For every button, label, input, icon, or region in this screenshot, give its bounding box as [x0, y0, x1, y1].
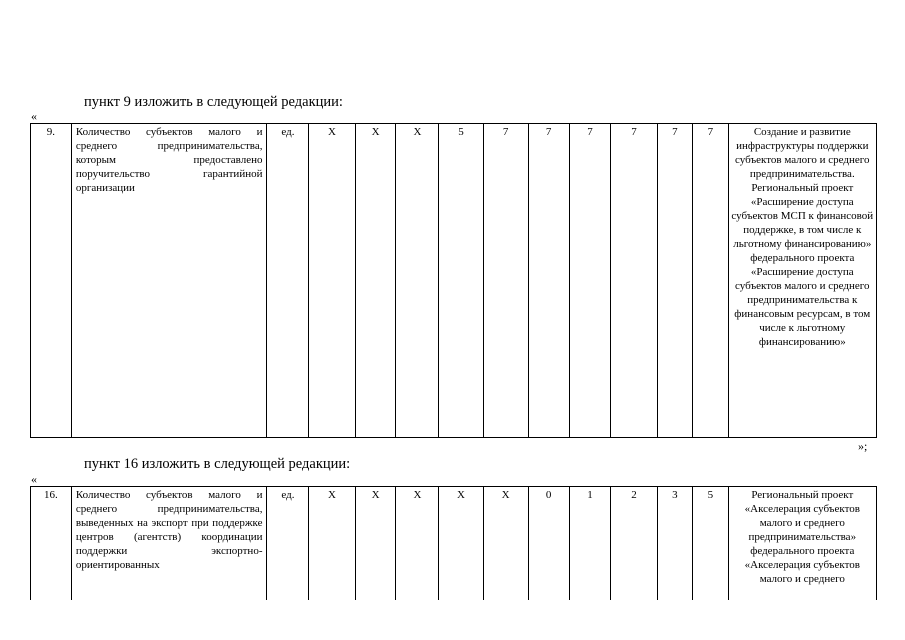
value-cell: 7: [528, 124, 569, 438]
section2-heading: пункт 16 изложить в следующей редакции:: [84, 456, 351, 472]
indicator-table-9: [30, 123, 877, 438]
value-cell: Х: [483, 487, 528, 601]
indicator-name: Количество субъектов малого и среднего предпринимательства, которым предоставлено поручительство гарантийной организации: [71, 124, 267, 438]
value-cell: Х: [309, 124, 355, 438]
value-cell: 2: [611, 487, 657, 601]
indicator-name: Количество субъектов малого и среднего предпринимательства, выведенных на экспорт при поддержке центров (агентств) координации поддержки экспортно-ориентированных: [71, 487, 267, 601]
value-cell: 7: [611, 124, 657, 438]
section2-open-quote: «: [31, 472, 37, 486]
value-cell: Х: [439, 487, 483, 601]
value-cell: 7: [483, 124, 528, 438]
source-cell: Создание и развитие инфраструктуры поддержки субъектов малого и среднего предпринимательства. Региональный проект «Расширение доступа субъектов МСП к финансовой поддержке, в том числе к льготному финансированию» федерального проекта «Расширение доступа субъектов малого и среднего предпринимательства к финансовым ресурсам, в том числе к льготному финансированию»: [728, 124, 876, 438]
value-cell: Х: [355, 124, 396, 438]
value-cell: Х: [396, 487, 439, 601]
source-cell: Региональный проект «Акселерация субъектов малого и среднего предпринимательства» федерального проекта «Акселерация субъектов малого и среднего: [728, 487, 876, 601]
value-cell: 7: [657, 124, 692, 438]
value-cell: 5: [439, 124, 483, 438]
value-cell: 3: [657, 487, 692, 601]
section1-open-quote: «: [31, 109, 37, 123]
table-row: [31, 487, 877, 601]
value-cell: 5: [693, 487, 728, 601]
indicator-table-16: [30, 486, 877, 600]
table-row: [31, 124, 877, 438]
unit-cell: ед.: [267, 124, 309, 438]
row-number: 16.: [31, 487, 72, 601]
value-cell: 7: [693, 124, 728, 438]
table-clip: [30, 486, 877, 600]
value-cell: Х: [396, 124, 439, 438]
value-cell: Х: [309, 487, 355, 601]
section1-close-quote: »;: [858, 439, 868, 453]
row-number: 9.: [31, 124, 72, 438]
unit-cell: ед.: [267, 487, 309, 601]
section1-heading: пункт 9 изложить в следующей редакции:: [84, 94, 343, 110]
value-cell: 7: [569, 124, 611, 438]
value-cell: Х: [355, 487, 396, 601]
value-cell: 0: [528, 487, 569, 601]
value-cell: 1: [569, 487, 611, 601]
